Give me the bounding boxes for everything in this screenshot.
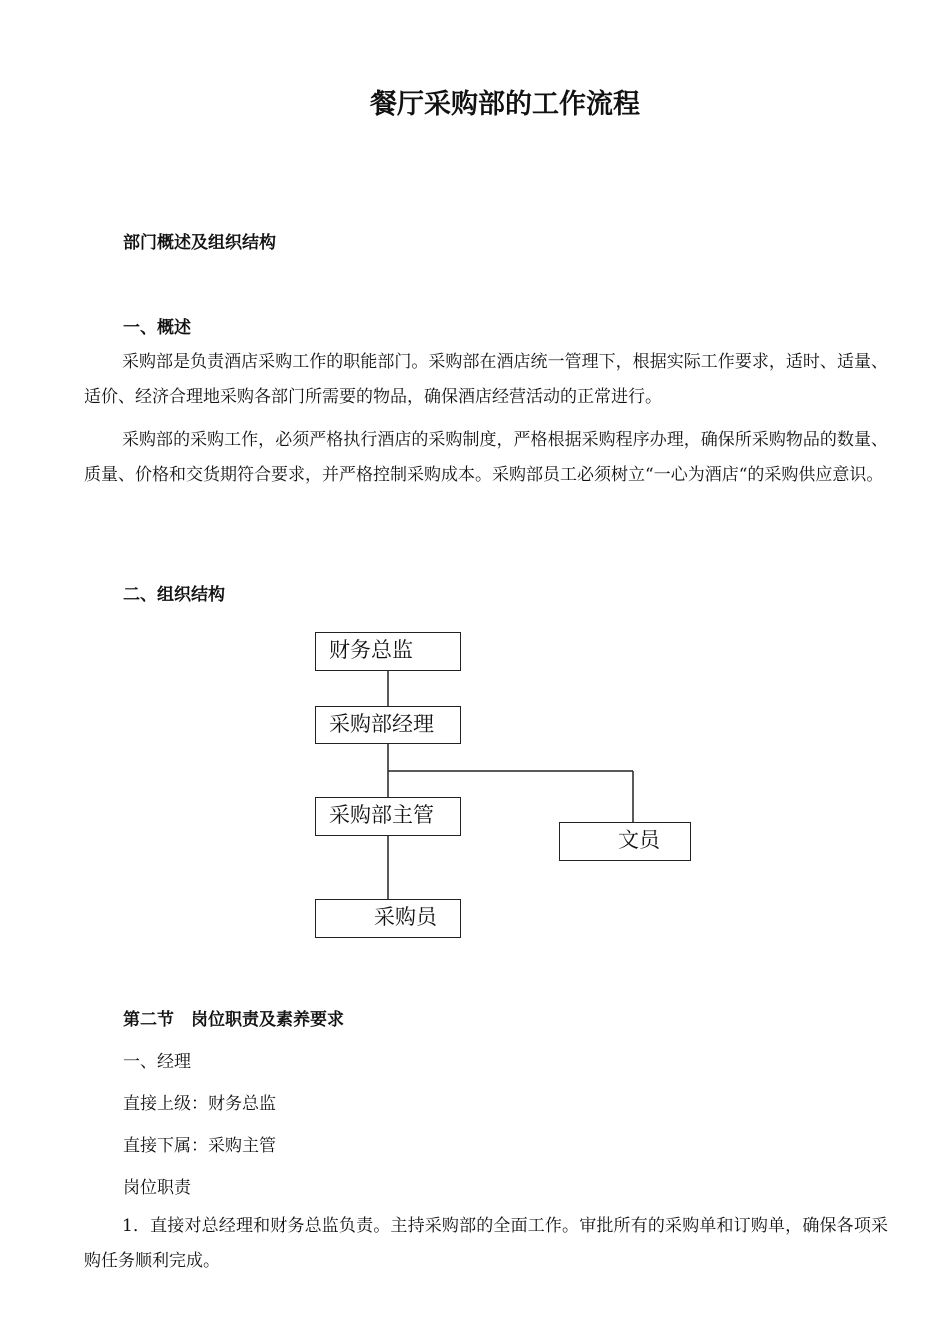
org-node-label: 采购部经理	[329, 712, 434, 736]
duty-item-1: 1．直接对总经理和财务总监负责。主持采购部的全面工作。审批所有的采购单和订购单，确保各项采购任务顺利完成。	[84, 1216, 888, 1271]
org-node-purchasing-manager	[315, 706, 461, 744]
overview-heading: 一、概述	[123, 318, 191, 338]
position-manager: 一、经理	[123, 1052, 191, 1072]
overview-paragraph-1: 采购部是负责酒店采购工作的职能部门。采购部在酒店统一管理下，根据实际工作要求，适时、适量、适价、经济合理地采购各部门所需要的物品，确保酒店经营活动的正常进行。	[84, 352, 888, 407]
org-heading: 二、组织结构	[123, 585, 225, 605]
org-node-purchasing-supervisor	[315, 797, 461, 836]
org-node-label: 文员	[618, 828, 660, 852]
org-node-cfo	[315, 632, 461, 671]
org-node-label: 采购部主管	[329, 803, 434, 827]
section-heading: 部门概述及组织结构	[123, 233, 276, 253]
overview-paragraph-2: 采购部的采购工作，必须严格执行酒店的采购制度，严格根据采购程序办理，确保所采购物品的数量、质量、价格和交货期符合要求，并严格控制采购成本。采购部员工必须树立“一心为酒店“的采购供应意识。	[84, 430, 888, 485]
page-title: 餐厅采购部的工作流程	[370, 89, 640, 120]
direct-subordinate: 直接下属：采购主管	[123, 1136, 276, 1156]
org-node-buyer	[315, 899, 461, 938]
org-node-label: 采购员	[374, 905, 437, 929]
org-node-label: 财务总监	[329, 638, 413, 662]
section2-heading: 第二节 岗位职责及素养要求	[123, 1010, 344, 1030]
org-node-clerk	[559, 822, 691, 861]
duties-label: 岗位职责	[123, 1178, 191, 1198]
direct-superior: 直接上级：财务总监	[123, 1094, 276, 1114]
